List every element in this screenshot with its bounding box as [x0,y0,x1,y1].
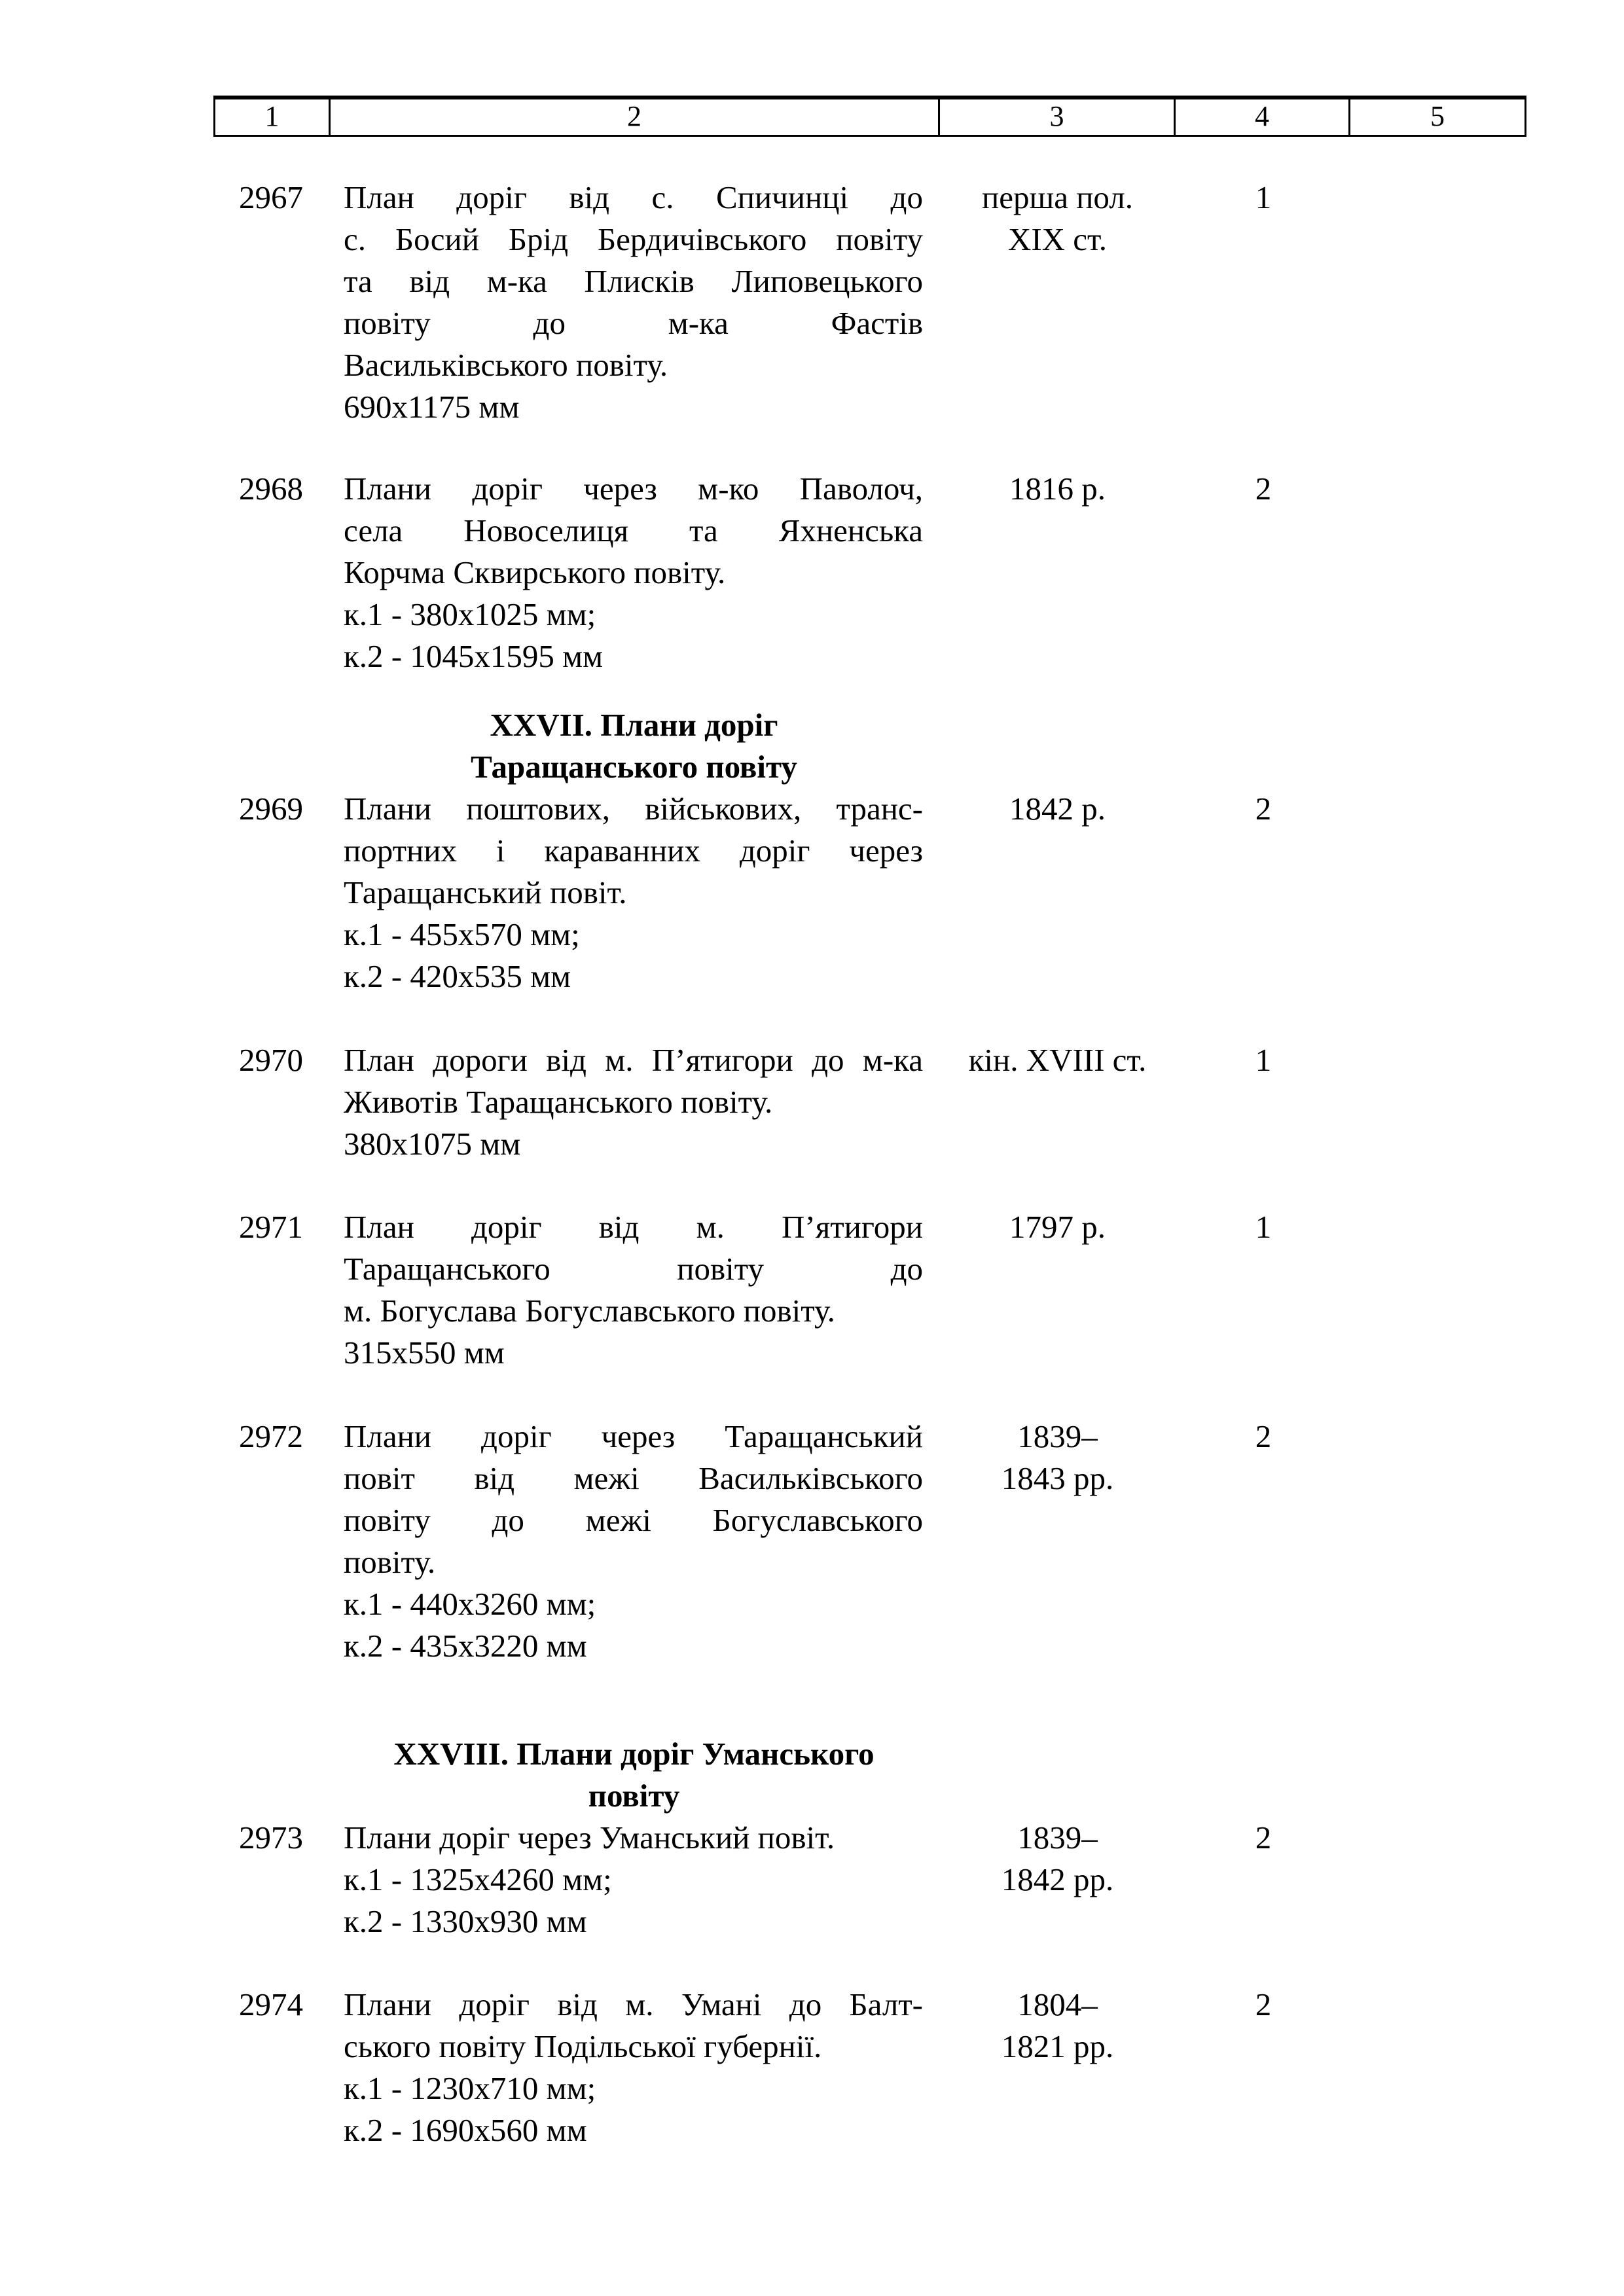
date-line: 1839– [1017,1820,1098,1856]
description-line: Васильківського повіту. [344,347,668,383]
entry-number: 2970 [239,1042,303,1078]
entry-date [939,1817,1176,1943]
section-heading-line: повіту [588,1778,680,1814]
section-heading-line: XXVII. Плани доріг [490,707,778,743]
entry-notes-empty [1351,1206,1526,1374]
catalog-entry-row [213,177,1526,428]
date-line: XIX ст. [1007,221,1108,257]
description-line: Плани доріг через Уманський повіт. [344,1820,835,1856]
description-line: та від м-ка Плисків Липовецького [344,263,923,299]
description-line: План дороги від м. П’ятигори до м-ка [344,1042,923,1078]
date-line: 1804– [1017,1986,1098,2022]
date-line: перша пол. [982,179,1133,215]
table-header-col-4: 4 [1176,99,1350,135]
entry-notes-empty [1351,177,1526,428]
description-line: Корчма Сквирського повіту. [344,554,726,590]
description-line: портних і караванних доріг через [344,833,923,869]
entry-notes-empty [1351,1039,1526,1165]
entry-description [329,1416,939,1667]
date-line: 1842 р. [1009,791,1106,827]
entry-description [329,1817,939,1943]
entry-date [939,788,1176,997]
catalog-entry-row [213,1984,1526,2151]
description-line: к.2 - 435х3220 мм [344,1628,587,1664]
entry-description [329,177,939,428]
description-line: к.2 - 1330х930 мм [344,1903,587,1939]
entry-number: 2969 [239,791,303,827]
date-line: 1843 рр. [1001,1460,1114,1496]
date-line: 1839– [1017,1418,1098,1454]
entry-number: 2967 [239,179,303,215]
description-line: повіт від межі Васильківського [344,1460,923,1496]
entry-date [939,177,1176,428]
description-line: 380х1075 мм [344,1126,521,1162]
description-line: села Новоселиця та Яхненська [344,512,923,548]
entry-description [329,1039,939,1165]
description-line: Животів Таращанського повіту. [344,1084,773,1120]
description-line: к.2 - 420х535 мм [344,958,571,994]
table-header-col-1: 1 [215,99,331,135]
description-line: Таращанський повіт. [344,874,627,910]
entry-date [939,1039,1176,1165]
catalog-entry-row [213,1416,1526,1667]
description-line: к.1 - 1230х710 мм; [344,2070,596,2106]
entry-number: 2971 [239,1209,303,1245]
date-line: 1821 рр. [1001,2028,1114,2064]
description-line: повіту до межі Богуславського [344,1502,923,1538]
entry-notes-empty [1351,468,1526,677]
entry-count: 2 [1255,1820,1272,1856]
entry-number: 2974 [239,1986,303,2022]
description-line: План доріг від м. П’ятигори [344,1209,923,1245]
catalog-entry-row [213,468,1526,677]
description-line: повіту до м-ка Фастів [344,305,923,341]
description-line: Плани поштових, військових, транс- [344,791,923,827]
description-line: к.1 - 380х1025 мм; [344,596,596,632]
entry-count: 2 [1255,1418,1272,1454]
entry-date [939,1416,1176,1667]
entry-date [939,1206,1176,1374]
description-line: 315х550 мм [344,1335,505,1371]
date-line: 1797 р. [1009,1209,1106,1245]
description-line: к.2 - 1690х560 мм [344,2112,587,2148]
entry-count: 2 [1255,791,1272,827]
entry-description [329,1984,939,2151]
description-line: Таращанського повіту до [344,1251,923,1287]
catalog-body [213,0,1526,2151]
entry-date [939,468,1176,677]
entry-notes-empty [1351,788,1526,997]
entry-notes-empty [1351,1817,1526,1943]
date-line: кін. XVIII ст. [968,1042,1147,1078]
description-line: Плани доріг від м. Умані до Балт- [344,1986,923,2022]
table-header-col-5: 5 [1430,100,1445,132]
entry-number: 2973 [239,1820,303,1856]
section-heading-line: Таращанського повіту [471,749,797,785]
entry-date [939,1984,1176,2151]
section-heading [329,1733,939,1817]
entry-description [329,1206,939,1374]
catalog-entry-row [213,1039,1526,1165]
entry-notes-empty [1351,1984,1526,2151]
description-line: План доріг від с. Спичинці до [344,179,923,215]
date-line: 1842 рр. [1001,1861,1114,1897]
table-header-col-2: 2 [331,99,940,135]
entry-count: 2 [1255,1986,1272,2022]
description-line: к.1 - 1325х4260 мм; [344,1861,612,1897]
description-line: с. Босий Брід Бердичівського повіту [344,221,923,257]
description-line: м. Богуслава Богуславського повіту. [344,1293,835,1329]
entry-count: 1 [1255,1209,1272,1245]
description-line: к.1 - 455х570 мм; [344,916,580,952]
section-heading-row [213,704,1526,788]
entry-count: 1 [1255,1042,1272,1078]
description-line: Плани доріг через м-ко Паволоч, [344,471,923,507]
entry-description [329,468,939,677]
description-line: Плани доріг через Таращанський [344,1418,923,1454]
section-heading-row [213,1733,1526,1817]
catalog-entry-row [213,788,1526,997]
entry-count: 2 [1255,471,1272,507]
entry-description [329,788,939,997]
section-heading-line: XXVIII. Плани доріг Уманського [393,1736,875,1772]
section-heading [329,704,939,788]
description-line: повіту. [344,1544,436,1580]
entry-number: 2968 [239,471,303,507]
description-line: 690х1175 мм [344,389,520,425]
entry-count: 1 [1255,179,1272,215]
description-line: к.2 - 1045х1595 мм [344,638,604,674]
entry-notes-empty [1351,1416,1526,1667]
date-line: 1816 р. [1009,471,1106,507]
table-header-col-3: 3 [940,99,1176,135]
description-line: ського повіту Подільської губернії. [344,2028,822,2064]
description-line: к.1 - 440х3260 мм; [344,1586,596,1622]
catalog-entry-row [213,1206,1526,1374]
entry-number: 2972 [239,1418,303,1454]
catalog-entry-row [213,1817,1526,1943]
